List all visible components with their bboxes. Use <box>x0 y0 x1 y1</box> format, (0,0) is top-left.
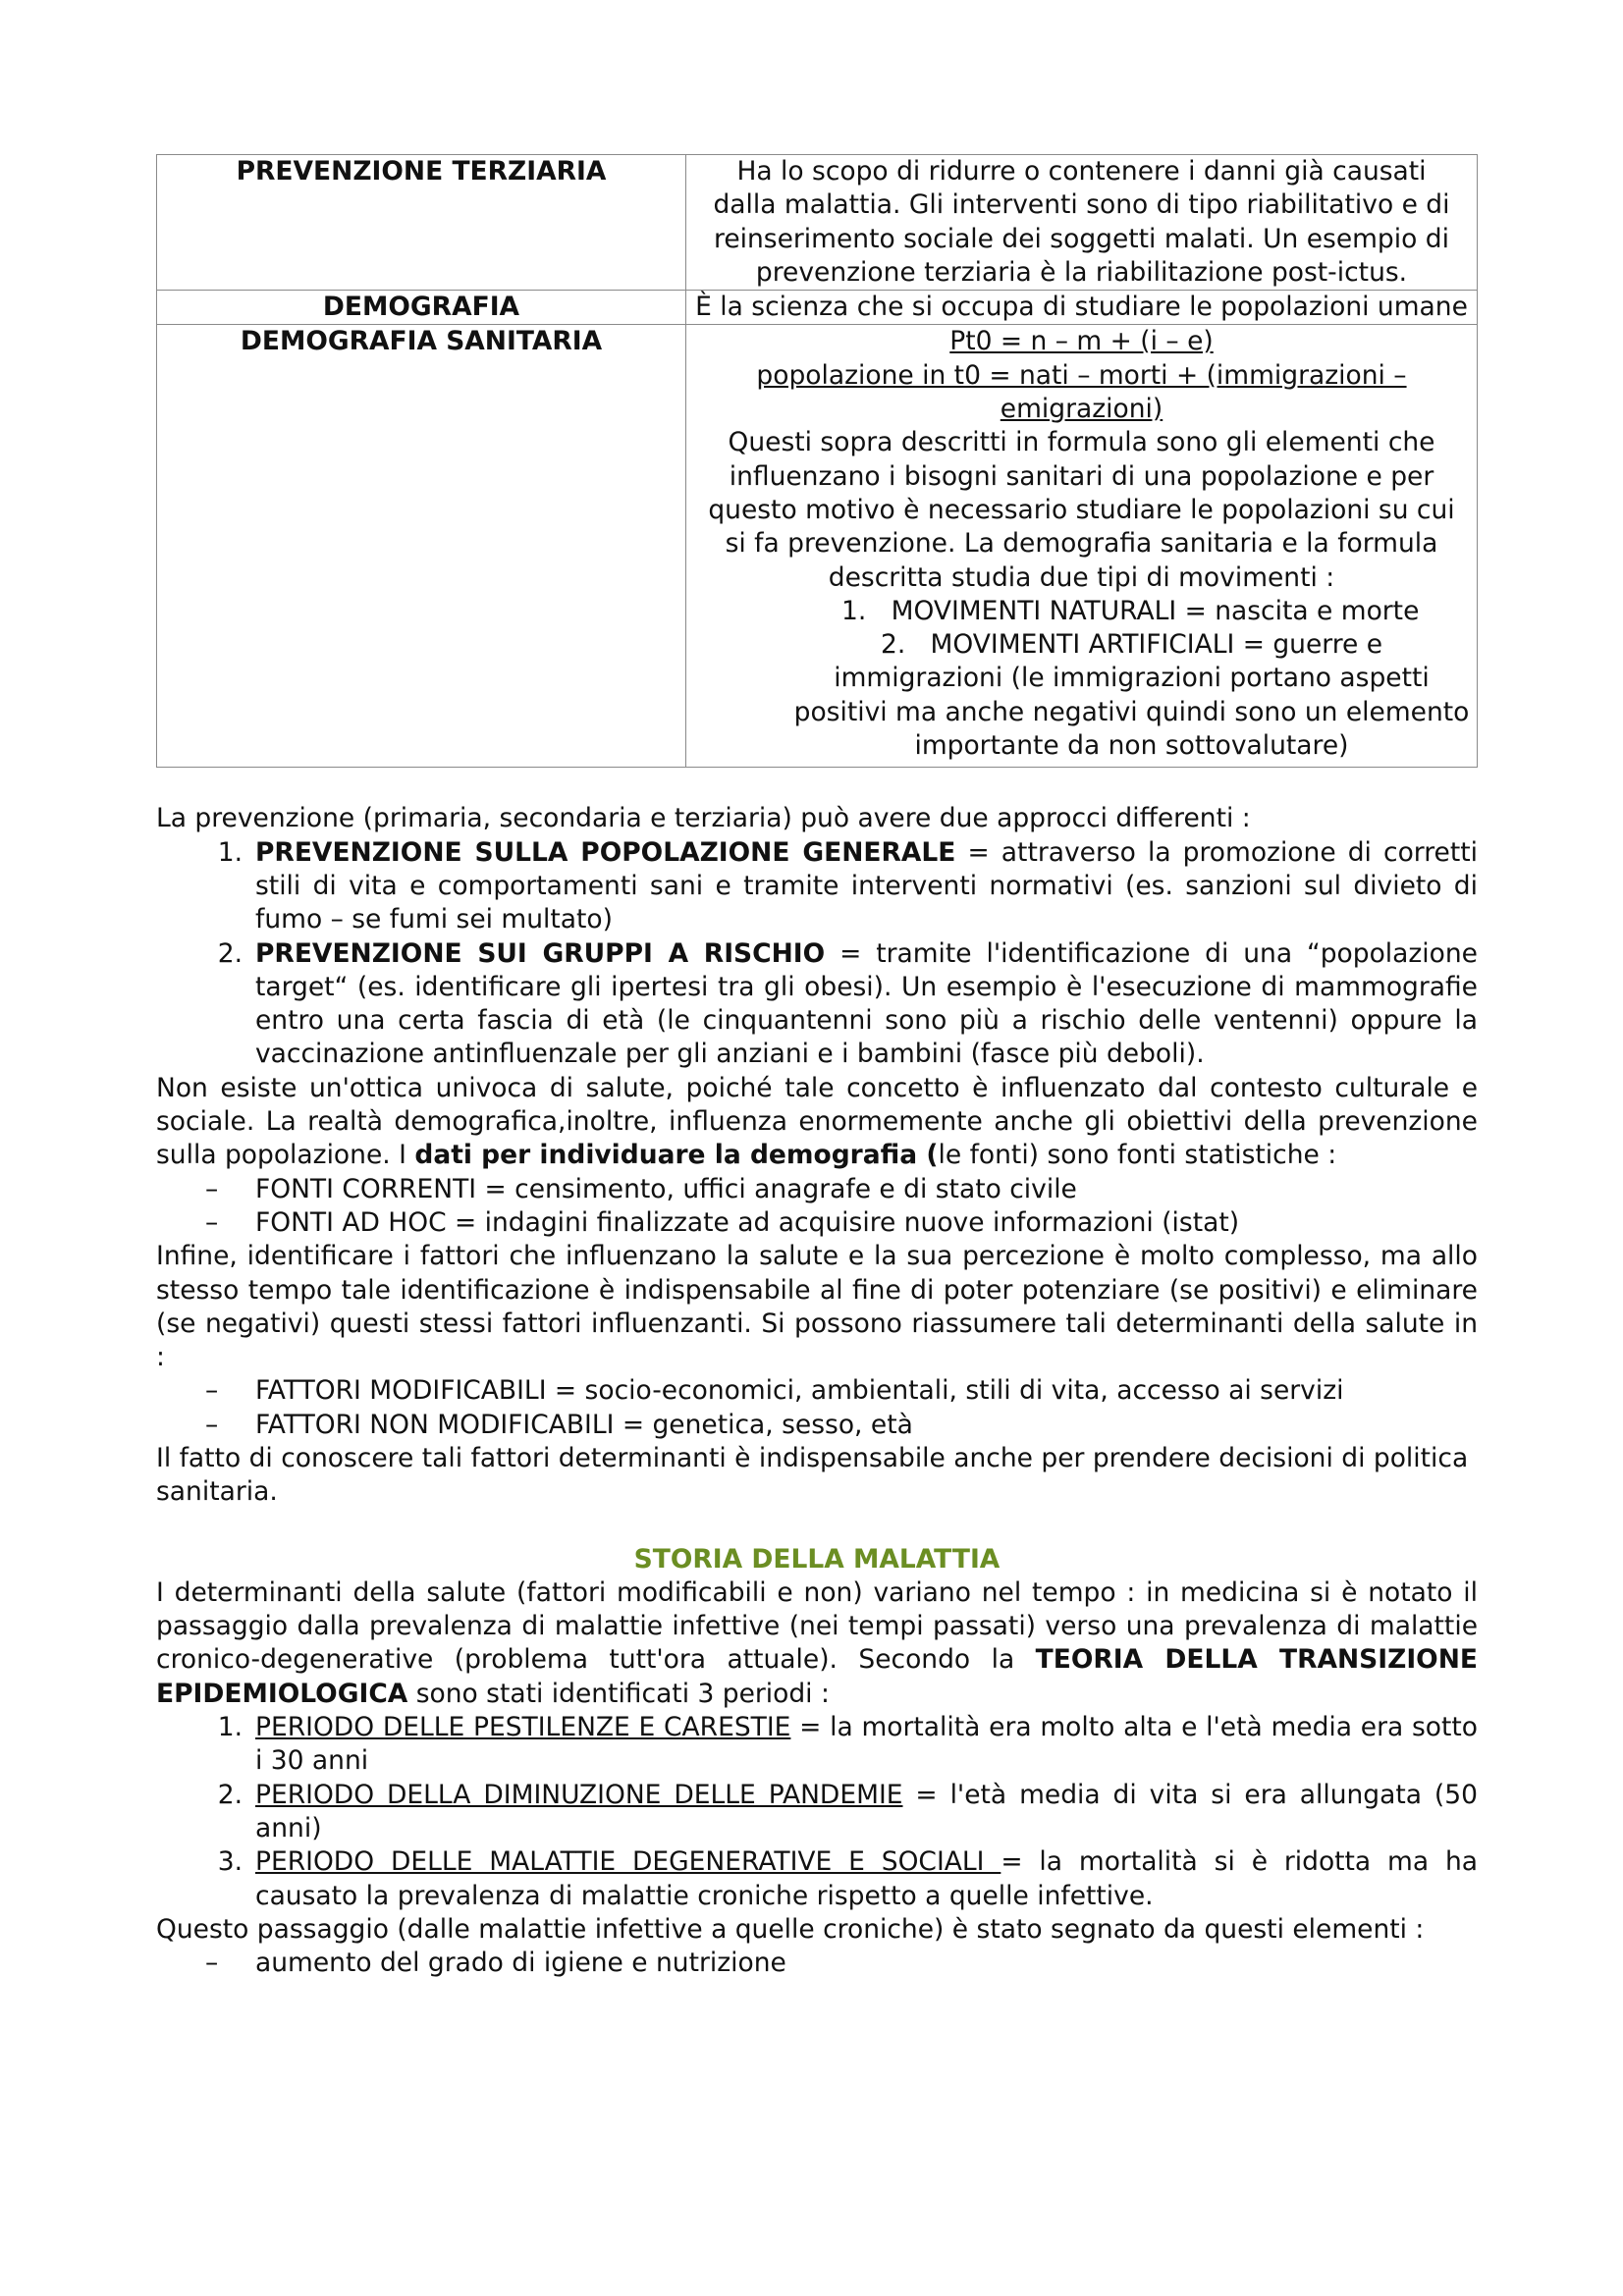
list-text: MOVIMENTI NATURALI = nascita e morte <box>891 595 1420 626</box>
term-cell: PREVENZIONE TERZIARIA <box>157 155 686 291</box>
list-text: FONTI AD HOC = indagini finalizzate ad acquisire nuove informazioni (istat) <box>255 1206 1240 1238</box>
list-bold-title: PREVENZIONE SUI GRUPPI A RISCHIO <box>255 937 826 969</box>
table-row <box>157 325 1478 768</box>
periods-list <box>156 1711 1478 1913</box>
sources-list <box>156 1173 1478 1241</box>
list-number: 1. <box>841 595 867 626</box>
list-text: FATTORI NON MODIFICABILI = genetica, sesso, età <box>255 1409 913 1440</box>
elements-list <box>156 1947 1478 1980</box>
approaches-list <box>156 836 1478 1072</box>
list-item <box>156 1947 1478 1980</box>
list-number: 2. <box>217 937 243 969</box>
list-number: 1. <box>217 1712 243 1743</box>
movements-list <box>692 595 1471 763</box>
paragraph: Il fatto di conoscere tali fattori determinanti è indispensabile anche per prendere decisioni di politica sanitaria. <box>156 1442 1469 1508</box>
dash-bullet: – <box>205 1206 219 1238</box>
list-text: FATTORI MODIFICABILI = socio-economici, ambientali, stili di vita, accesso ai servizi <box>255 1375 1344 1407</box>
list-text: FONTI CORRENTI = censimento, uffici anagrafe e di stato civile <box>255 1173 1077 1204</box>
list-item <box>692 595 1471 628</box>
paragraph-bold: dati per individuare la demografia ( <box>414 1140 939 1171</box>
dash-bullet: – <box>205 1375 219 1407</box>
list-text: = la mortalità si è ridotta ma ha causato la prevalenza di malattie croniche rispetto a quelle infettive. <box>255 1846 1478 1911</box>
list-text: = la mortalità era molto alta e l'età media era sotto i 30 anni <box>255 1712 1478 1777</box>
paragraph: La prevenzione (primaria, secondaria e terziaria) può avere due approcci differenti : <box>156 803 1251 834</box>
list-item <box>156 1409 1478 1442</box>
list-number: 1. <box>217 836 243 868</box>
paragraph-text: Non esiste un'ottica univoca di salute, poiché tale concetto è influenzato dal contesto culturale e sociale. La realtà demografica,inoltre, influenza enormemente anche gli obiettivi della prevenzione sulla popolazione. I <box>156 1072 1478 1171</box>
table-row <box>157 155 1478 291</box>
paragraph <box>156 1072 1478 1173</box>
list-underlined-title: PERIODO DELLE PESTILENZE E CARESTIE <box>255 1712 791 1743</box>
dash-bullet: – <box>205 1173 219 1204</box>
list-bold-title: PREVENZIONE SULLA POPOLAZIONE GENERALE <box>255 836 956 868</box>
formula: Pt0 = n – m + (i – e) <box>949 326 1214 357</box>
list-item <box>156 1173 1478 1206</box>
list-item <box>156 1845 1478 1913</box>
description-cell: Ha lo scopo di ridurre o contenere i danni già causati dalla malattia. Gli interventi sono di tipo riabilitativo e di reinserimento sociale dei soggetti malati. Un esempio di prevenzione terziaria è la riabilitazione post-ictus. <box>686 155 1478 291</box>
description-cell <box>686 325 1478 768</box>
list-text: = l'età media di vita si era allungata (50 anni) <box>255 1779 1478 1843</box>
paragraph-bold: TEORIA DELLA TRANSIZIONE EPIDEMIOLOGICA <box>156 1644 1478 1709</box>
table-row <box>157 291 1478 325</box>
paragraph: Questo passaggio (dalle malattie infettive a quelle croniche) è stato segnato da questi elementi : <box>156 1913 1425 1945</box>
factors-list <box>156 1374 1478 1442</box>
term-cell: DEMOGRAFIA SANITARIA <box>157 325 686 768</box>
dash-bullet: – <box>205 1409 219 1440</box>
list-underlined-title: PERIODO DELLE MALATTIE DEGENERATIVE E SOCIALI <box>255 1846 1001 1878</box>
paragraph: Infine, identificare i fattori che influenzano la salute e la sua percezione è molto complesso, ma allo stesso tempo tale identificazione è indispensabile al fine di poter potenziare (se positivi) e eliminare (se negativi) questi stessi fattori influenzanti. Si possono riassumere tali determinanti della salute in : <box>156 1241 1478 1373</box>
list-item <box>156 1779 1478 1846</box>
list-text: MOVIMENTI ARTIFICIALI = guerre e immigrazioni (le immigrazioni portano aspetti positivi ma anche negativi quindi sono un elemento importante da non sottovalutare) <box>793 629 1470 762</box>
description-cell: È la scienza che si occupa di studiare le popolazioni umane <box>686 291 1478 325</box>
list-text: = tramite l'identificazione di una “popolazione target“ (es. identificare gli ipertesi tra gli obesi). Un esempio è l'esecuzione di mammografie entro una certa fascia di età (le cinquantenni sono più a rischio delle ventenni) oppure la vaccinazione antinfluenzale per gli anziani e i bambini (fasce più deboli). <box>255 937 1478 1070</box>
formula-words: popolazione in t0 = nati – morti + (immigrazioni – emigrazioni) <box>756 359 1407 425</box>
list-number: 2. <box>217 1779 243 1810</box>
term-cell: DEMOGRAFIA <box>157 291 686 325</box>
list-text: aumento del grado di igiene e nutrizione <box>255 1948 786 1979</box>
paragraph <box>156 1576 1478 1711</box>
definitions-table <box>156 154 1478 768</box>
list-item <box>692 628 1471 763</box>
list-number: 3. <box>217 1846 243 1878</box>
paragraph-text: sono stati identificati 3 periodi : <box>407 1678 830 1709</box>
formula-explanation: Questi sopra descritti in formula sono gli elementi che influenzano i bisogni sanitari di una popolazione e per questo motivo è necessario studiare le popolazioni su cui si fa prevenzione. La demografia sanitaria e la formula descritta studia due tipi di movimenti : <box>708 427 1455 593</box>
dash-bullet: – <box>205 1948 219 1979</box>
paragraph-text: le fonti) sono fonti statistiche : <box>938 1140 1337 1171</box>
paragraph-text: I determinanti della salute (fattori modificabili e non) variano nel tempo : in medicina si è notato il passaggio dalla prevalenza di malattie infettive (nei tempi passati) verso una prevalenza di malattie cronico-degenerative (problema tutt'ora attuale). Secondo la <box>156 1576 1478 1676</box>
list-item <box>156 937 1478 1072</box>
list-item <box>156 836 1478 937</box>
list-underlined-title: PERIODO DELLA DIMINUZIONE DELLE PANDEMIE <box>255 1779 903 1810</box>
document-page <box>156 154 1478 1980</box>
list-number: 2. <box>880 629 906 661</box>
list-item <box>156 1374 1478 1408</box>
section-heading: STORIA DELLA MALATTIA <box>633 1543 1001 1575</box>
list-item <box>156 1206 1478 1240</box>
list-item <box>156 1711 1478 1779</box>
list-text: = attraverso la promozione di corretti stili di vita e comportamenti sani e tramite interventi normativi (es. sanzioni sul divieto di fumo – se fumi sei multato) <box>255 836 1478 935</box>
